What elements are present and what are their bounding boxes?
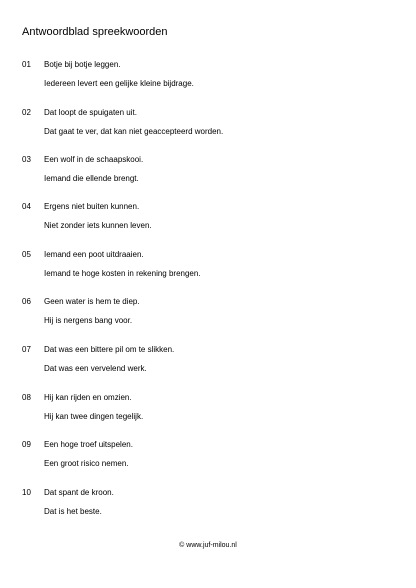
item-meaning: Een groot risico nemen. xyxy=(44,459,129,468)
copyright-footer: © www.juf-milou.nl xyxy=(179,542,237,549)
item-proverb: Een hoge troef uitspelen. xyxy=(44,440,133,449)
list-item xyxy=(0,108,416,144)
item-proverb: Ergens niet buiten kunnen. xyxy=(44,202,140,211)
item-meaning: Niet zonder iets kunnen leven. xyxy=(44,221,152,230)
item-meaning: Iemand die ellende brengt. xyxy=(44,174,139,183)
item-proverb: Dat was een bittere pil om te slikken. xyxy=(44,345,175,354)
item-number: 02 xyxy=(22,108,31,117)
item-proverb: Geen water is hem te diep. xyxy=(44,297,140,306)
item-number: 01 xyxy=(22,60,31,69)
item-meaning: Iemand te hoge kosten in rekening brengen. xyxy=(44,269,201,278)
item-proverb: Dat spant de kroon. xyxy=(44,488,114,497)
item-proverb: Iemand een poot uitdraaien. xyxy=(44,250,144,259)
list-item xyxy=(0,202,416,238)
item-number: 06 xyxy=(22,297,31,306)
item-meaning: Dat was een vervelend werk. xyxy=(44,364,147,373)
item-meaning: Dat gaat te ver, dat kan niet geaccepteerd worden. xyxy=(44,127,224,136)
list-item xyxy=(0,488,416,524)
list-item xyxy=(0,155,416,191)
item-number: 03 xyxy=(22,155,31,164)
item-meaning: Iedereen levert een gelijke kleine bijdrage. xyxy=(44,79,194,88)
item-number: 04 xyxy=(22,202,31,211)
list-item xyxy=(0,440,416,476)
item-number: 08 xyxy=(22,393,31,402)
list-item xyxy=(0,393,416,429)
item-number: 09 xyxy=(22,440,31,449)
item-proverb: Hij kan rijden en omzien. xyxy=(44,393,132,402)
list-item xyxy=(0,297,416,333)
page-title: Antwoordblad spreekwoorden xyxy=(22,26,168,38)
item-meaning: Hij kan twee dingen tegelijk. xyxy=(44,412,144,421)
item-proverb: Dat loopt de spuigaten uit. xyxy=(44,108,137,117)
list-item xyxy=(0,345,416,381)
item-number: 10 xyxy=(22,488,31,497)
item-proverb: Een wolf in de schaapskooi. xyxy=(44,155,144,164)
item-number: 07 xyxy=(22,345,31,354)
list-item xyxy=(0,250,416,286)
item-meaning: Dat is het beste. xyxy=(44,507,102,516)
item-meaning: Hij is nergens bang voor. xyxy=(44,316,133,325)
list-item xyxy=(0,60,416,96)
item-proverb: Botje bij botje leggen. xyxy=(44,60,121,69)
item-number: 05 xyxy=(22,250,31,259)
